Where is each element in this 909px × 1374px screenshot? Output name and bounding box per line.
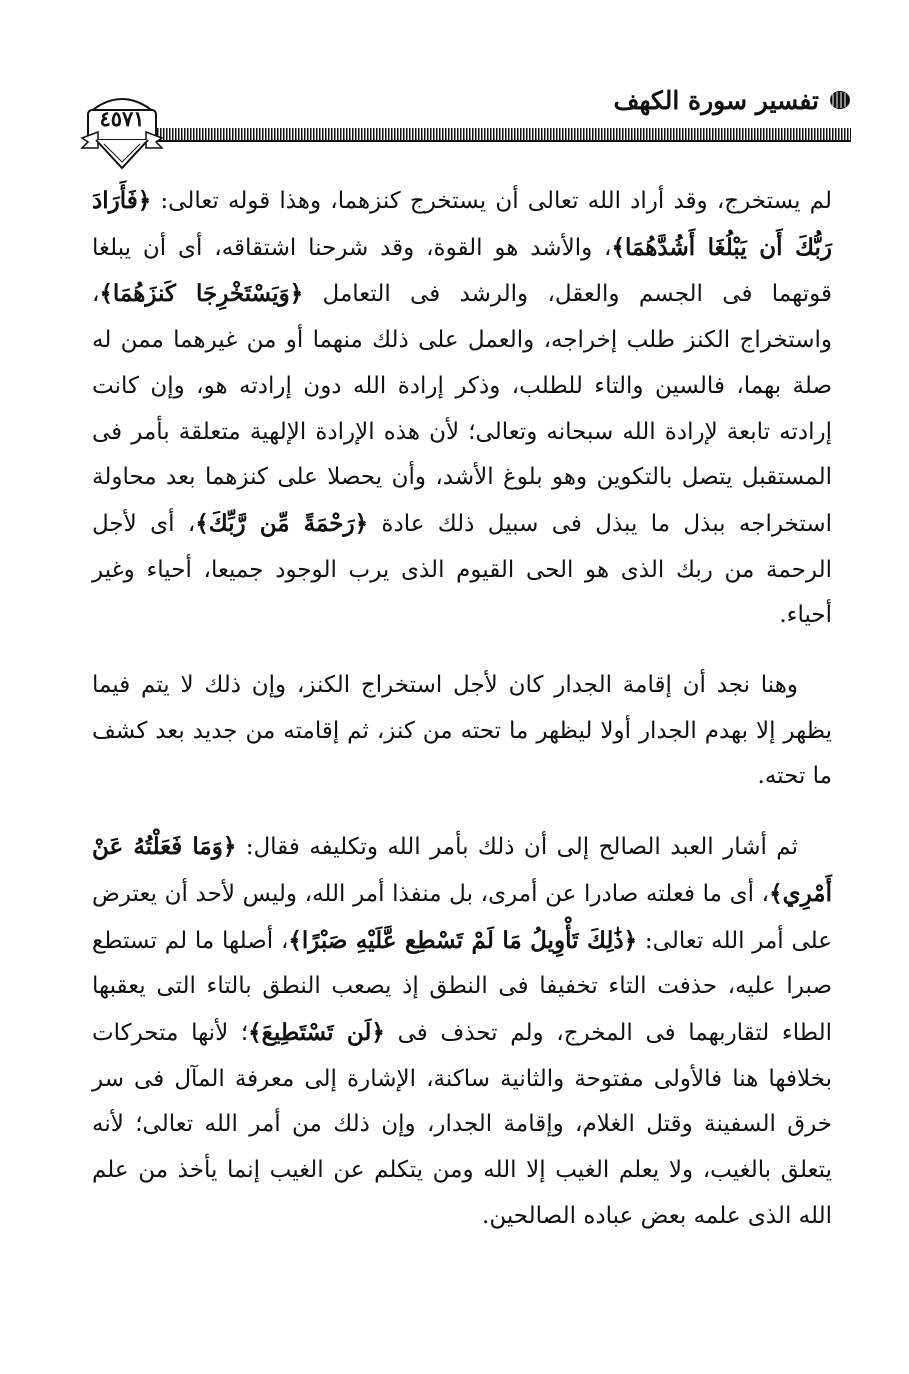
quran-quote: ﴿لَن تَسْتَطِيعَ﴾ — [248, 1018, 385, 1046]
paragraph — [92, 178, 832, 639]
text-segment: ، والأشد هو القوة، وقد شرحنا اشتقاقه، أى أن يبلغا قوتهما فى الجسم والعقل، والرشد فى التعامل — [92, 234, 832, 308]
quran-quote: ﴿ذَٰلِكَ تَأْوِيلُ مَا لَمْ تَسْطِع عَّلَيْهِ صَبْرًا﴾ — [288, 926, 638, 954]
text-segment: ، واستخراج الكنز طلب إخراجه، والعمل على ذلك منهما أو من غيرهما ممن له صلة بهما، فالسين والتاء للطلب، وذكر إرادة الله دون إرادته هو، وإن كانت إرادته تابعة لإرادة الله سبحانه وتعالى؛ لأن هذه الإرادة الإلهية متعلقة بأمر فى المستقبل يتصل بالتكوين وهو بلوغ الأشد، وأن يحصلا على كنزهما بعد محاولة استخراجه ببذل ما يبذل فى سبيل ذلك عادة — [92, 281, 832, 537]
ornament-icon — [829, 89, 851, 111]
text-segment: ، أى لأجل الرحمة من ربك الذى هو الحى القيوم الذى يرب الوجود جميعا، أحياء وغير أحياء. — [92, 510, 832, 629]
text-segment: لم يستخرج، وقد أراد الله تعالى أن يستخرج كنزهما، وهذا قوله تعالى: — [151, 188, 832, 214]
text-segment: وهنا نجد أن إقامة الجدار كان لأجل استخراج الكنز، وإن ذلك لا يتم فيما يظهر إلا بهدم الجدار أولا ليظهر ما تحته من كنز، ثم إقامته من جديد بعد كشف ما تحته. — [92, 672, 832, 790]
page-number: ٤٥٧١ — [99, 106, 145, 131]
quran-quote: ﴿رَحْمَةً مِّن رَّبِّكَ﴾ — [195, 509, 369, 537]
body-text — [92, 178, 832, 1239]
page-header — [78, 82, 851, 174]
text-segment: ؛ لأنها متحركات بخلافها هنا فالأولى مفتوحة والثانية ساكنة، الإشارة إلى معرفة المآل فى سر خرق السفينة وقتل الغلام، وإقامة الجدار، وإن ذلك من أمر الله تعالى؛ لأنه يتعلق بالغيب، ولا يعلم الغيب إلا الله ومن يتكلم عن الغيب إنما يأخذ من علم الله الذى علمه بعض عباده الصالحين. — [92, 1019, 832, 1229]
quran-quote: ﴿وَمَا فَعَلْتُهُ عَنْ أَمْرِي﴾ — [92, 833, 832, 907]
quran-quote: ﴿فَأَرَادَ رَبُّكَ أَن يَبْلُغَا أَشُدَّهُمَا﴾ — [92, 187, 833, 261]
surah-title: تفسير سورة الكهف — [613, 85, 819, 115]
quran-quote: ﴿وَيَسْتَخْرِجَا كَنزَهُمَا﴾ — [99, 280, 304, 308]
page-number-badge — [78, 82, 166, 174]
paragraph — [92, 824, 832, 1239]
paragraph — [92, 663, 832, 800]
running-title — [614, 82, 851, 118]
text-segment: ، أى ما فعلته صادرا عن أمرى، بل منفذا أمر الله، وليس لأحد أن يعترض على أمر الله تعالى: — [92, 880, 832, 954]
header-rule-line — [154, 140, 851, 142]
text-segment: ثم أشار العبد الصالح إلى أن ذلك بأمر الله وتكليفه فقال: — [236, 834, 798, 861]
text-segment: ، أصلها ما لم تستطع صبرا عليه، حذفت التاء تخفيفا فى النطق إذ يصعب النطق بالتاء التى يعقبها الطاء لتقاربهما فى المخرج، ولم تحذف فى — [92, 927, 833, 1046]
